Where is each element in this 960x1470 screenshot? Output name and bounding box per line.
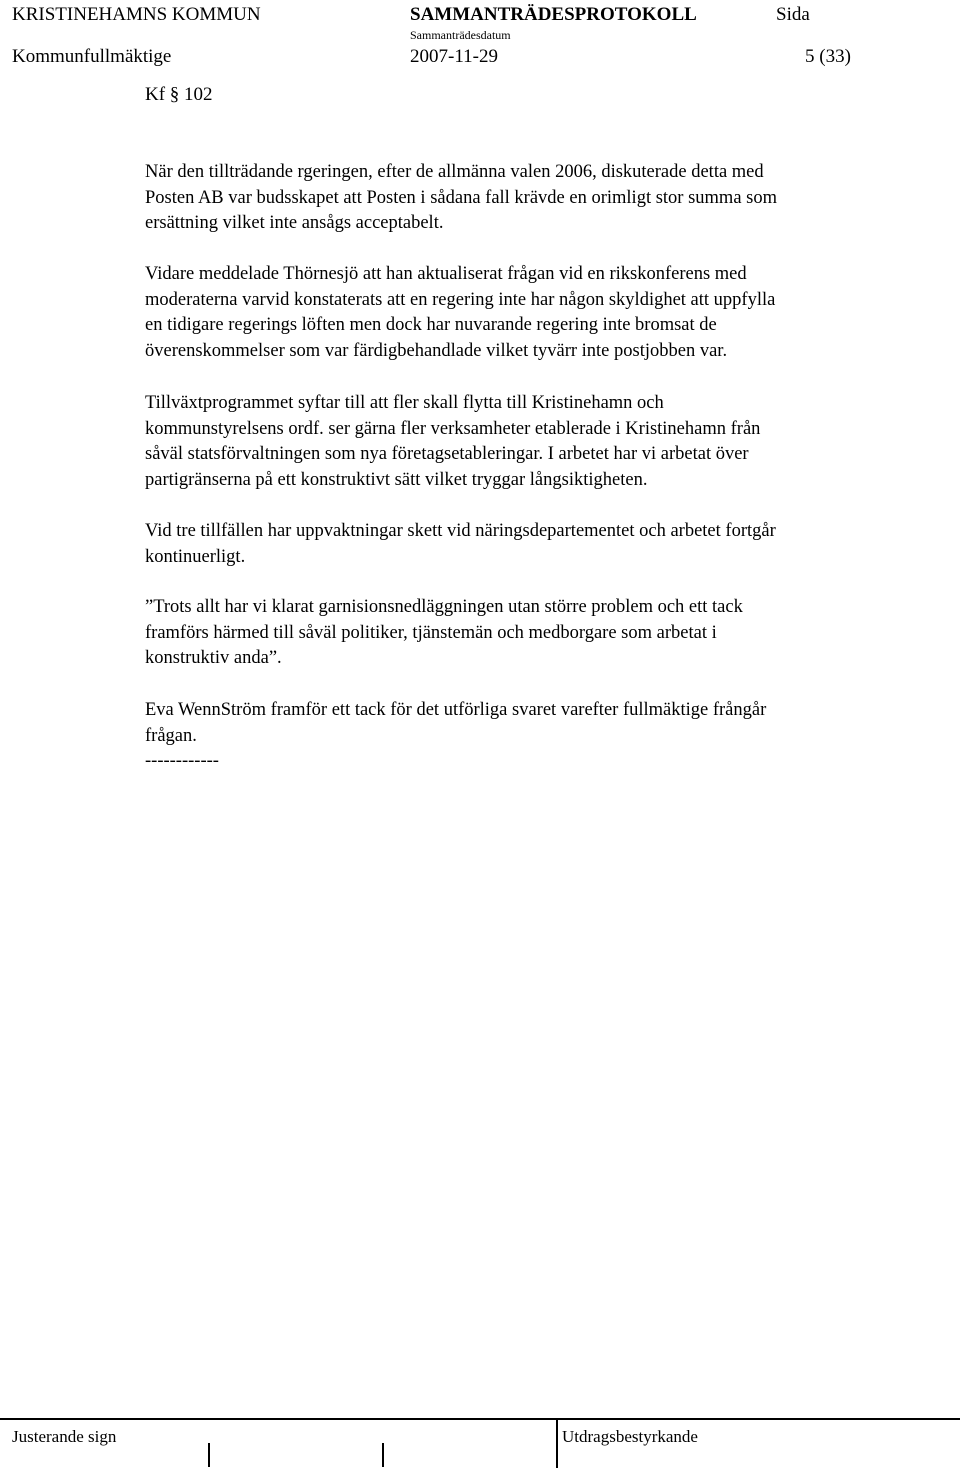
- paragraph-line: överenskommelser som var färdigbehandlade vilket tyvärr inte postjobben var.: [145, 340, 728, 361]
- paragraph-line: Posten AB var budsskapet att Posten i sådana fall krävde en orimligt stor summa som: [145, 187, 777, 208]
- paragraph-line: kommunstyrelsens ordf. ser gärna fler verksamheter etablerade i Kristinehamn från: [145, 418, 761, 439]
- body-name: Kommunfullmäktige: [12, 46, 172, 67]
- paragraph-line: Tillväxtprogrammet syftar till att fler skall flytta till Kristinehamn och: [145, 393, 664, 413]
- paragraph-line: Vid tre tillfällen har uppvaktningar skett vid näringsdepartementet och arbetet fortgår: [145, 521, 776, 541]
- footer-column-divider: [556, 1420, 558, 1468]
- end-dashes: ------------: [145, 751, 219, 771]
- paragraph-line: konstruktiv anda”.: [145, 648, 282, 668]
- paragraph-line: Vidare meddelade Thörnesjö att han aktualiserat frågan vid en rikskonferens med: [145, 264, 747, 284]
- paragraph-line: framförs härmed till såväl politiker, tjänstemän och medborgare som arbetat i: [145, 622, 717, 643]
- paragraph-line: ”Trots allt har vi klarat garnisionsnedläggningen utan större problem och ett tack: [145, 597, 743, 617]
- paragraph-line: När den tillträdande rgeringen, efter de allmänna valen 2006, diskuterade detta med: [145, 162, 764, 182]
- section-number: Kf § 102: [145, 84, 213, 105]
- paragraph-line: kontinuerligt.: [145, 546, 246, 567]
- paragraph-line: partigränserna på ett konstruktivt sätt vilket tryggar långsiktigheten.: [145, 469, 648, 490]
- paragraph-line: ersättning vilket inte ansågs acceptabelt.: [145, 213, 444, 233]
- paragraph-4: [145, 519, 925, 570]
- paragraph-line: Eva WennStröm framför ett tack för det utförliga svaret varefter fullmäktige frångår: [145, 700, 767, 720]
- document-type: SAMMANTRÄDESPROTOKOLL: [410, 4, 697, 25]
- footer-divider: [0, 1418, 960, 1420]
- extract-label: Utdragsbestyrkande: [562, 1427, 698, 1446]
- paragraph-6: [145, 698, 925, 775]
- paragraph-line: såväl statsförvaltningen som nya företagsetableringar. I arbetet har vi arbetat över: [145, 444, 749, 464]
- page-label: Sida: [776, 4, 810, 25]
- paragraph-line: en tidigare regerings löften men dock har nuvarande regering inte bromsat de: [145, 315, 717, 335]
- page-number: 5 (33): [805, 46, 851, 67]
- sign-box-divider: [208, 1443, 210, 1467]
- paragraph-2: [145, 262, 925, 364]
- paragraph-1: [145, 160, 925, 237]
- organization-name: KRISTINEHAMNS KOMMUN: [12, 4, 261, 25]
- paragraph-5: [145, 595, 925, 672]
- meeting-date: 2007-11-29: [410, 46, 498, 67]
- date-label: Sammanträdesdatum: [410, 28, 511, 42]
- paragraph-line: moderaterna varvid konstaterats att en regering inte har någon skyldighet att uppfylla: [145, 289, 776, 310]
- paragraph-line: frågan.: [145, 725, 197, 746]
- paragraph-3: [145, 391, 925, 493]
- sign-label: Justerande sign: [12, 1427, 117, 1446]
- sign-box-divider: [382, 1443, 384, 1467]
